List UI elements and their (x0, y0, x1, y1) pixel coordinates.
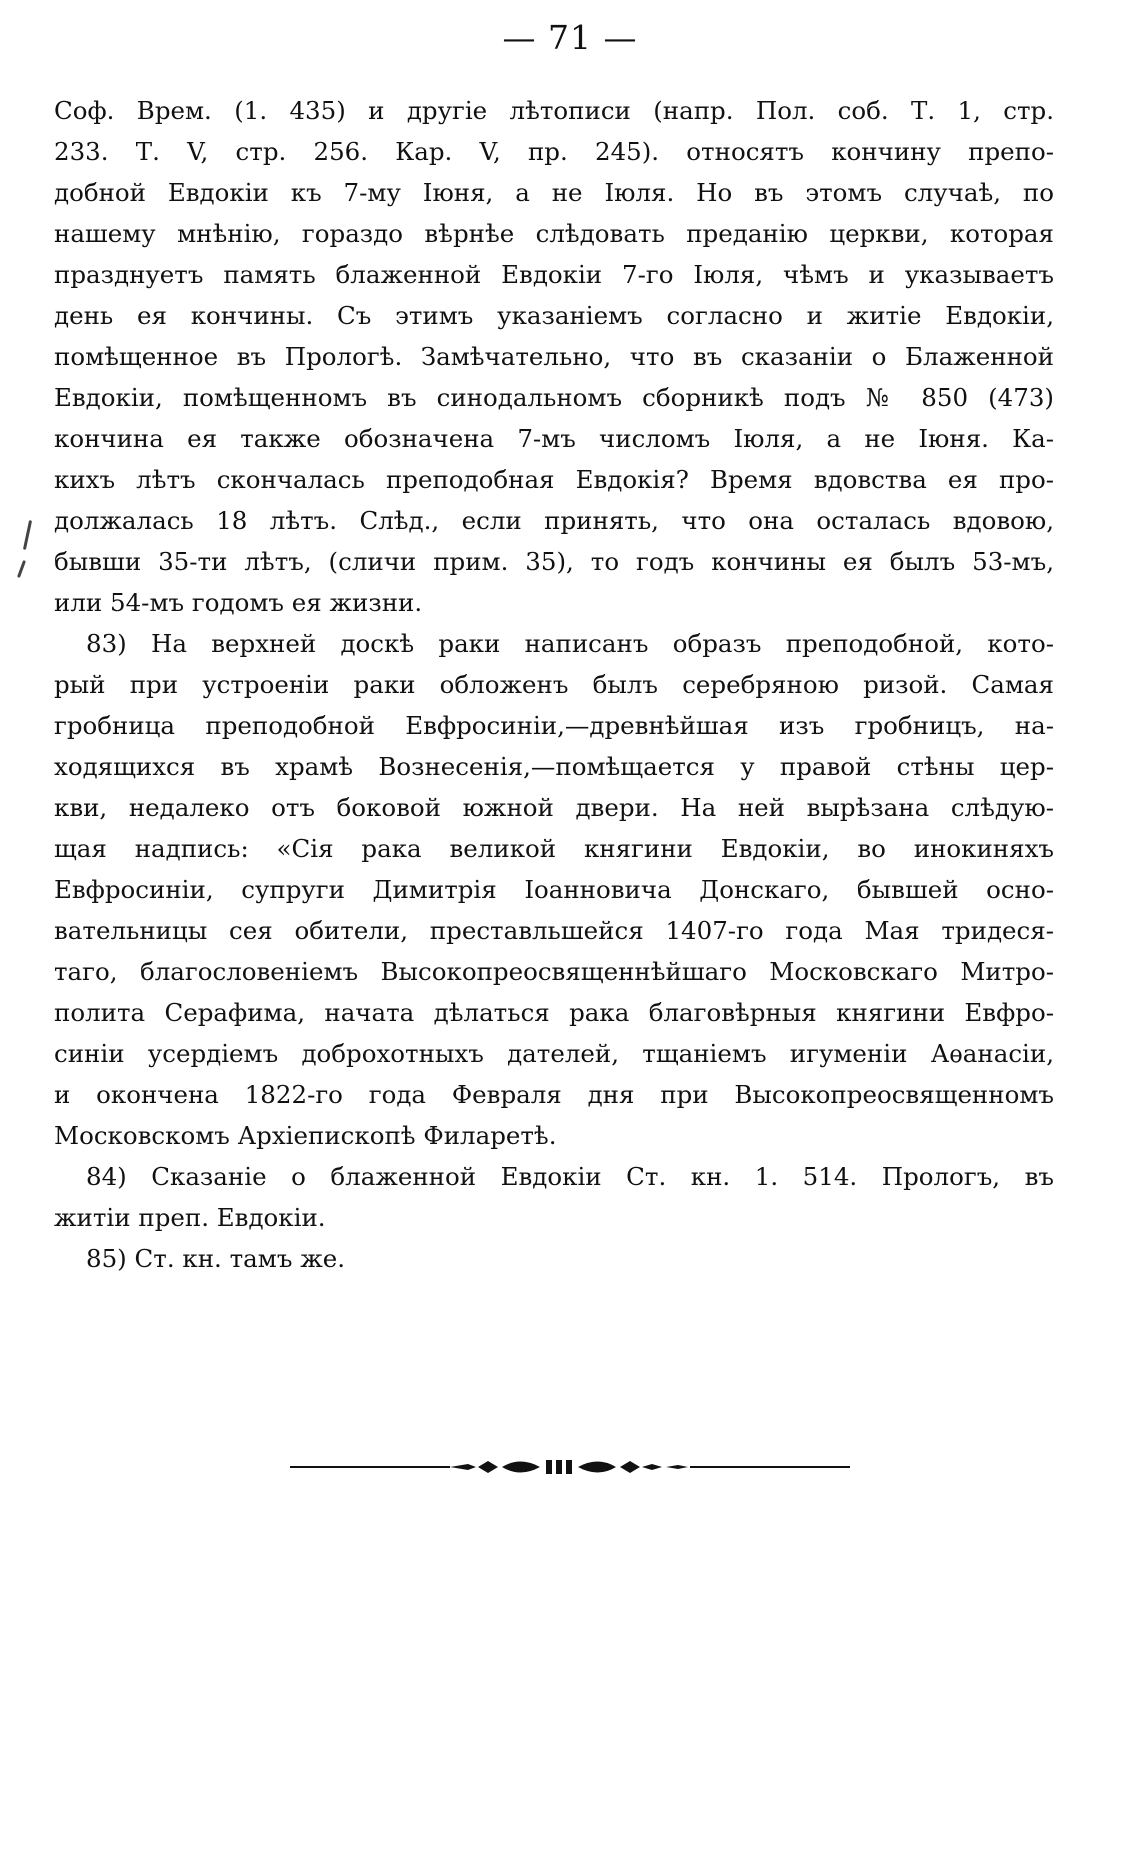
tailpiece-ornament (450, 1460, 688, 1474)
text-line: щая надпись: «Сія рака великой княгини Евдокіи, во инокиняхъ (54, 834, 1054, 863)
text-line: ходящихся въ храмѣ Вознесенія,—помѣщается у правой стѣны цер- (54, 752, 1054, 781)
body-text (54, 90, 1054, 1279)
note-84-paragraph (54, 1156, 1054, 1238)
page-number: — 71 — (502, 18, 638, 57)
text-line: празднуетъ память блаженной Евдокіи 7-го Іюля, чѣмъ и указываетъ (54, 260, 1054, 289)
note-82-continuation-paragraph (54, 90, 1054, 623)
margin-pencil-mark (23, 520, 32, 550)
text-line: 233. Т. V, стр. 256. Кар. V, пр. 245). относятъ кончину препо- (54, 137, 1054, 166)
text-line: таго, благословеніемъ Высокопреосвященнѣйшаго Московскаго Митро- (54, 957, 1054, 986)
text-line: нашему мнѣнію, гораздо вѣрнѣе слѣдовать преданію церкви, которая (54, 219, 1054, 248)
text-line: гробница преподобной Евфросиніи,—древнѣйшая изъ гробницъ, на- (54, 711, 1054, 740)
text-line: и окончена 1822-го года Февраля дня при Высокопреосвященномъ (54, 1080, 1054, 1109)
text-line: кончина ея также обозначена 7-мъ числомъ Іюля, а не Іюня. Ка- (54, 424, 1054, 453)
text-line: рый при устроеніи раки обложенъ былъ серебряною ризой. Самая (54, 670, 1054, 699)
text-line: Московскомъ Архіепископѣ Филаретѣ. (54, 1121, 557, 1150)
text-line: должалась 18 лѣтъ. Слѣд., если принять, что она осталась вдовою, (54, 506, 1054, 535)
text-line: вательницы сея обители, преставльшейся 1407-го года Мая тридеся- (54, 916, 1054, 945)
text-line: 83) На верхней доскѣ раки написанъ образъ преподобной, кото- (86, 629, 1054, 658)
text-line: 85) Ст. кн. тамъ же. (86, 1244, 346, 1273)
note-83-paragraph (54, 623, 1054, 1156)
text-line: кихъ лѣтъ скончалась преподобная Евдокія? Время вдовства ея про- (54, 465, 1054, 494)
text-line: полита Серафима, начата дѣлаться рака благовѣрныя княгини Евфро- (54, 998, 1054, 1027)
text-line: 84) Сказаніе о блаженной Евдокіи Ст. кн. 1. 514. Прологъ, въ (86, 1162, 1054, 1191)
margin-pencil-mark (17, 560, 26, 578)
text-line: помѣщенное въ Прологѣ. Замѣчательно, что въ сказаніи о Блаженной (54, 342, 1054, 371)
text-line: Соф. Врем. (1. 435) и другіе лѣтописи (напр. Пол. соб. Т. 1, стр. (54, 96, 1054, 125)
text-line: житіи преп. Евдокіи. (54, 1203, 326, 1232)
text-line: бывши 35-ти лѣтъ, (сличи прим. 35), то годъ кончины ея былъ 53-мъ, (54, 547, 1054, 576)
text-line: Евдокіи, помѣщенномъ въ синодальномъ сборникѣ подъ № 850 (473) (54, 383, 1054, 412)
text-line: кви, недалеко отъ боковой южной двери. На ней вырѣзана слѣдую- (54, 793, 1054, 822)
text-line: добной Евдокіи къ 7-му Іюня, а не Іюля. Но въ этомъ случаѣ, по (54, 178, 1054, 207)
text-line: день ея кончины. Съ этимъ указаніемъ согласно и житіе Евдокіи, (54, 301, 1054, 330)
text-line: синіи усердіемъ доброхотныхъ дателей, тщаніемъ игуменіи Аѳанасіи, (54, 1039, 1054, 1068)
text-line: или 54-мъ годомъ ея жизни. (54, 588, 423, 617)
ornamental-tailpiece (290, 1455, 850, 1479)
text-line: Евфросиніи, супруги Димитрія Іоанновича Донскаго, бывшей осно- (54, 875, 1054, 904)
note-85-paragraph (54, 1238, 1054, 1279)
